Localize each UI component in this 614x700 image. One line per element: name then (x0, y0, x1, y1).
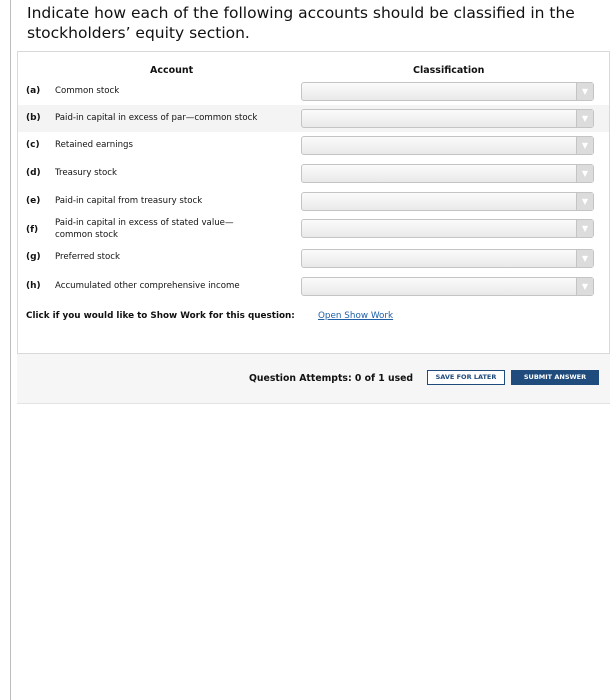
row-letter: (e) (26, 196, 41, 206)
chevron-down-icon: ▼ (576, 193, 593, 210)
table-row (18, 132, 609, 159)
table-row (18, 78, 609, 105)
account-name: Paid-in capital from treasury stock (55, 196, 203, 206)
classification-column-header: Classification (413, 65, 485, 76)
account-name: Accumulated other comprehensive income (55, 281, 240, 291)
classification-select-a[interactable] (301, 82, 594, 101)
chevron-down-icon: ▼ (576, 83, 593, 100)
chevron-down-icon: ▼ (576, 220, 593, 237)
account-name: Paid-in capital in excess of par—common stock (55, 113, 258, 123)
chevron-down-icon: ▼ (576, 278, 593, 295)
classification-select-g[interactable] (301, 249, 594, 268)
question-frame (10, 0, 614, 700)
classification-select-h[interactable] (301, 277, 594, 296)
classification-select-e[interactable] (301, 192, 594, 211)
account-column-header: Account (150, 65, 194, 76)
account-name: Retained earnings (55, 140, 133, 150)
classification-select-f[interactable] (301, 219, 594, 238)
chevron-down-icon: ▼ (576, 165, 593, 182)
chevron-down-icon: ▼ (576, 250, 593, 267)
classification-select-b[interactable] (301, 109, 594, 128)
table-row (18, 273, 609, 300)
row-letter: (h) (26, 281, 41, 291)
table-row (18, 215, 609, 242)
question-attempts: Question Attempts: 0 of 1 used (249, 373, 414, 384)
submission-bar (17, 354, 610, 404)
classification-select-c[interactable] (301, 136, 594, 155)
row-letter: (f) (26, 225, 39, 235)
classification-panel (17, 51, 610, 354)
row-letter: (a) (26, 86, 41, 96)
row-letter: (g) (26, 252, 41, 262)
classification-select-d[interactable] (301, 164, 594, 183)
table-row (18, 188, 609, 215)
open-show-work-link[interactable]: Open Show Work (318, 311, 394, 321)
save-for-later-button[interactable]: SAVE FOR LATER (427, 370, 505, 385)
show-work-prompt: Click if you would like to Show Work for this question: (26, 311, 295, 321)
row-letter: (d) (26, 168, 41, 178)
row-letter: (c) (26, 140, 40, 150)
account-name-line-1: Paid-in capital in excess of stated value— (55, 218, 234, 228)
question-text: Indicate how each of the following accounts should be classified in the stockholders’ equity section. (27, 4, 575, 42)
chevron-down-icon: ▼ (576, 137, 593, 154)
account-name-line-2: common stock (55, 230, 118, 240)
account-name: Common stock (55, 86, 120, 96)
table-row (18, 245, 609, 272)
table-row (18, 105, 609, 132)
row-letter: (b) (26, 113, 41, 123)
chevron-down-icon: ▼ (576, 110, 593, 127)
account-name: Preferred stock (55, 252, 120, 262)
submit-answer-button[interactable]: SUBMIT ANSWER (511, 370, 599, 385)
account-name: Treasury stock (55, 168, 117, 178)
table-row (18, 160, 609, 187)
